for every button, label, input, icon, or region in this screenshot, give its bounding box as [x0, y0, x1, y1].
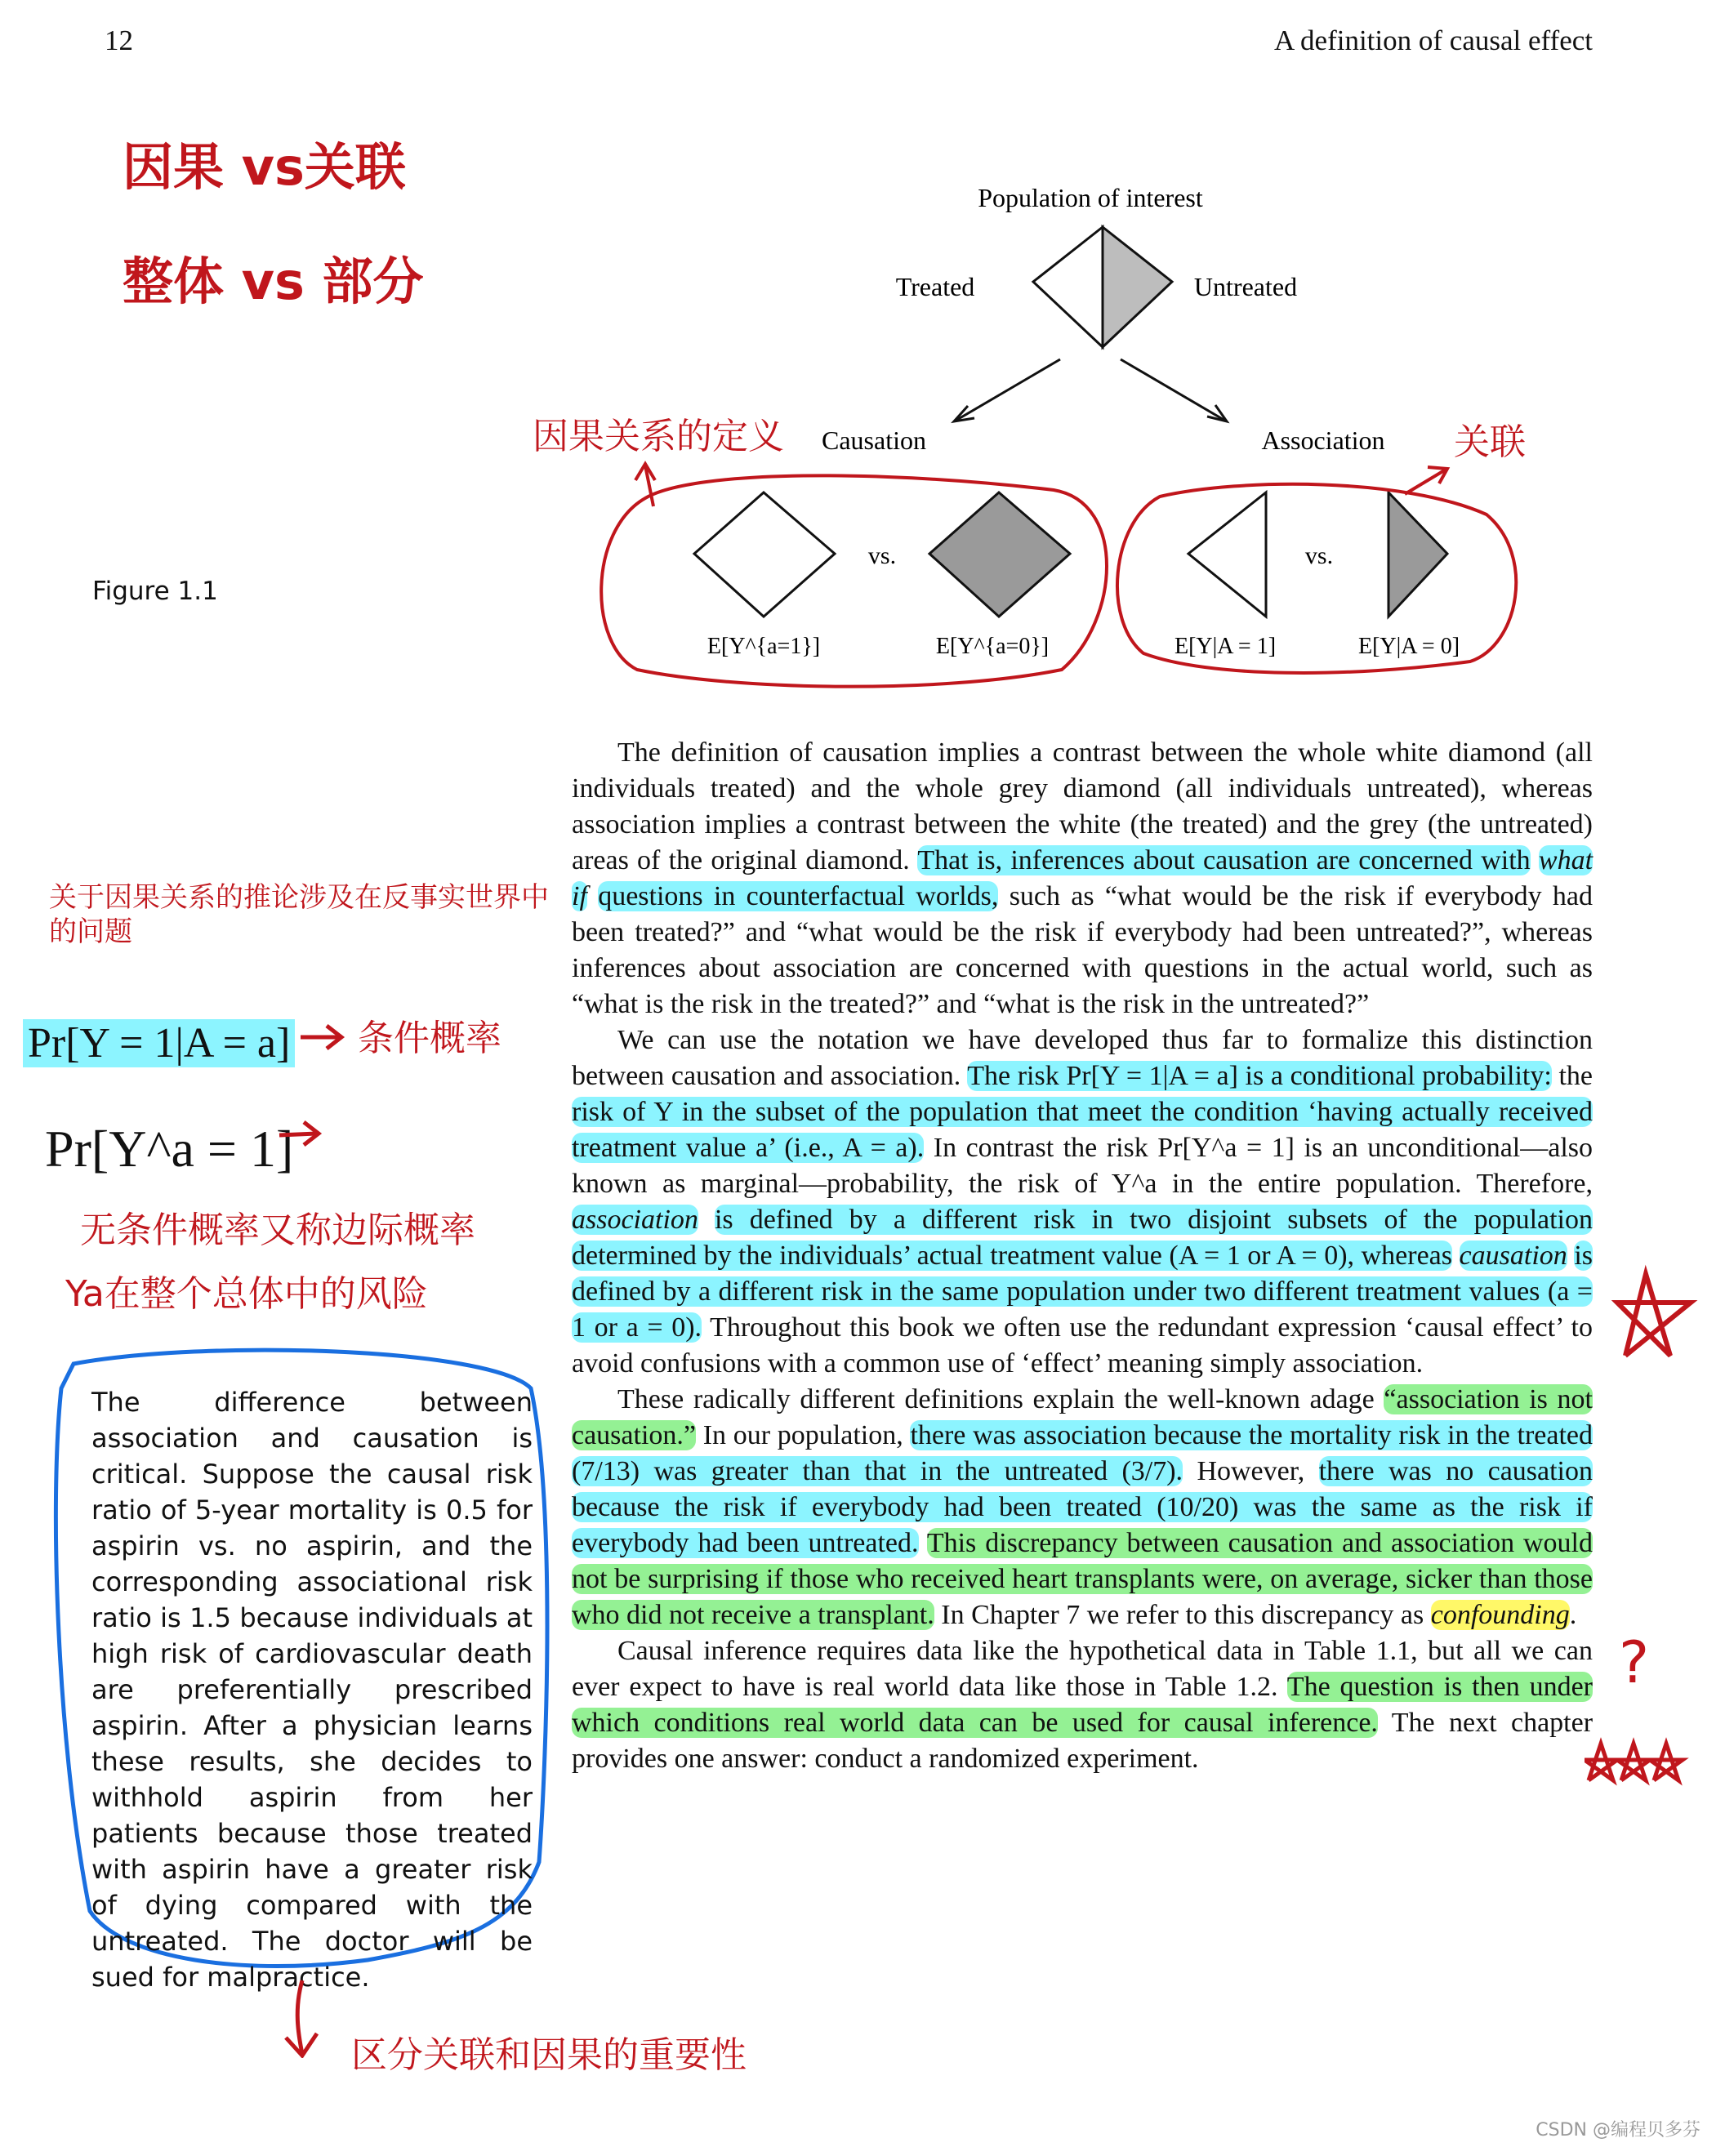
causation-label: Causation — [822, 425, 926, 455]
red-triple-star — [1585, 1731, 1707, 1797]
paragraph-4: Causal inference requires data like the hypothetical data in Table 1.1, but all we can ever expect to have is real world data like those in Table 1.2. The question is then under which conditions real world data can be used for causal inference. The next chapter provides one answer: conduct a randomized experiment. — [572, 1636, 1594, 1774]
treated-label: Treated — [895, 272, 975, 301]
population-diamond — [1033, 227, 1172, 347]
formula-arrows — [0, 996, 572, 1160]
paragraph-3: These radically different definitions explain the well-known adage “association is not causation.” In our population, there was association because the mortality risk in the treated (7/13) was greater than that in the untreated (3/7). However, there was no causation because the risk if everybody had been treated (10/20) was the same as the risk if everybody had been untreated. This discrepancy between causation and association would not be surprising if those who received heart transplants were, on average, sicker than those who did not receive a transplant. In Chapter 7 we refer to this discrepancy as confounding. — [572, 1384, 1594, 1630]
paragraph-1: The definition of causation implies a contrast between the whole white diamond (all individuals treated) and the whole grey diamond (all individuals untreated), whereas association implies a contrast between the white (the treated) and the grey (the untreated) areas of the original diamond. That is, inferences about causation are concerned with what if questions in counterfactual worlds, such as “what would be the risk if everybody had been treated?” and “what would be the risk if everybody had been untreated?”, whereas inferences about association are concerned with questions in the actual world, such as “what is the risk in the treated?” and “what is the risk in the untreated?” — [572, 737, 1594, 1019]
sidenote-text: The difference between association and causation is critical. Suppose the causal risk ratio of 5-year mortality is 0.5 for aspirin vs. no aspirin, and the corresponding associational risk ratio is 1.5 because individuals at high risk of cardiovascular death are preferentially prescribed aspirin. After a physician learns these results, she decides to withhold aspirin from her patients because those treated with aspirin have a greater risk of dying compared with the untreated. The doctor will be sued for malpractice. — [91, 1387, 533, 1993]
handnote-conditional-probability: 条件概率 — [358, 1018, 501, 1059]
watermark: CSDN @编程贝多芬 — [1536, 2120, 1700, 2140]
causation-association-diagram — [0, 0, 1725, 719]
population-label: Population of interest — [978, 183, 1203, 212]
causation-right-caption: E[Y^{a=0}] — [935, 634, 1050, 659]
red-down-arrow — [270, 1976, 335, 2058]
handnote-counterfactual: 关于因果关系的推论涉及在反事实世界中的问题 — [49, 881, 549, 948]
untreated-label: Untreated — [1193, 272, 1298, 301]
handnote-question-mark: ? — [1619, 1629, 1650, 1696]
branch-arrows — [954, 359, 1227, 421]
handnote-association: 关联 — [1454, 421, 1526, 463]
association-grey-half — [1388, 492, 1447, 617]
running-header-title: A definition of causal effect — [1273, 24, 1593, 56]
handnote-risk-in-population: Ya在整个总体中的风险 — [65, 1273, 428, 1315]
main-body-text — [572, 735, 1593, 1777]
association-label: Association — [1261, 425, 1385, 455]
handnote-marginal-probability: 无条件概率又称边际概率 — [80, 1209, 475, 1251]
association-vs-label: vs. — [1304, 542, 1334, 569]
margin-formula-conditional: Pr[Y = 1|A = a] — [23, 1019, 295, 1067]
association-right-caption: E[Y|A = 0] — [1357, 634, 1460, 659]
red-star-mark — [1609, 1258, 1707, 1372]
page-number: 12 — [105, 24, 133, 56]
causation-vs-label: vs. — [867, 542, 897, 569]
handnote-causation-definition: 因果关系的定义 — [533, 416, 784, 457]
handnote-whole-vs-part: 整体 vs 部分 — [123, 252, 424, 311]
association-white-half — [1188, 492, 1266, 617]
paragraph-2: We can use the notation we have developed thus far to formalize this distinction between causation and association. The risk Pr[Y = 1|A = a] is a conditional probability: the risk of Y in the subset of the population that meet the condition ‘having actually received treatment value a’ (i.e., A = a). In contrast the risk Pr[Y^a = 1] is an unconditional—also known as marginal—probability, the risk of Y^a in the entire population. Therefore, association is defined by a different risk in two disjoint subsets of the population determined by the individuals’ actual treatment value (A = 1 or A = 0), whereas causation is defined by a different risk in the same population under two different treatment values (a = 1 or a = 0). Throughout this book we often use the redundant expression ‘causal effect’ to avoid confusions with a common use of ‘effect’ meaning simply association. — [572, 1025, 1594, 1379]
causation-white-diamond — [694, 492, 835, 617]
causation-grey-diamond — [929, 492, 1070, 617]
handnote-causation-vs-association: 因果 vs关联 — [123, 137, 406, 197]
handnote-importance: 区分关联和因果的重要性 — [351, 2034, 747, 2076]
figure-label: Figure 1.1 — [92, 577, 218, 606]
causation-left-caption: E[Y^{a=1}] — [706, 634, 821, 659]
association-left-caption: E[Y|A = 1] — [1174, 634, 1277, 659]
margin-formula-marginal: Pr[Y^a = 1] — [45, 1120, 294, 1178]
